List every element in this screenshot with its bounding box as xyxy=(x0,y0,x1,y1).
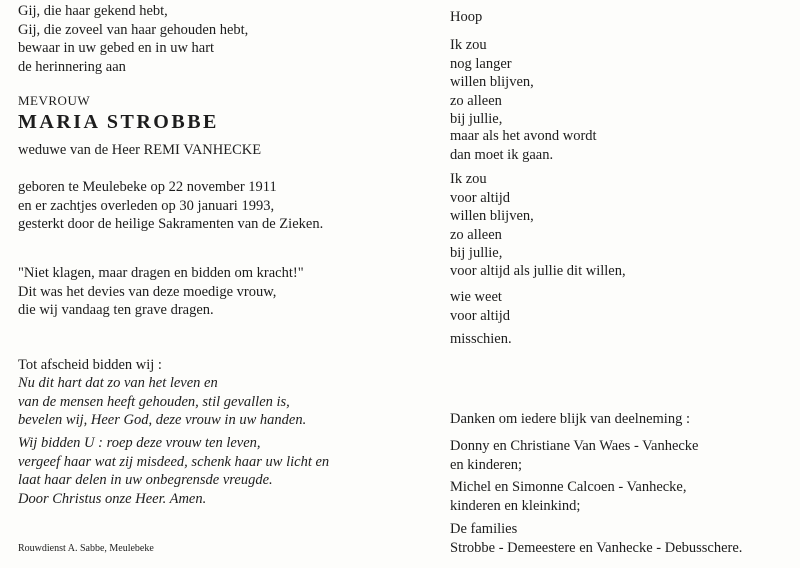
motto-line: die wij vandaag ten grave dragen. xyxy=(18,302,214,319)
thanks-heading: Danken om iedere blijk van deelneming : xyxy=(450,411,690,427)
poem-line: Ik zou xyxy=(450,37,487,53)
poem-stanza xyxy=(450,330,512,349)
family-line: Strobbe - Demeestere en Vanhecke - Debusschere. xyxy=(450,539,743,556)
poem-line: Ik zou xyxy=(450,171,487,187)
birth-death-text xyxy=(18,178,323,234)
birth-line: gesterkt door de heilige Sakramenten van de Zieken. xyxy=(18,216,324,233)
poem-line: bij jullie, xyxy=(450,111,503,128)
poem-line: willen blijven, xyxy=(450,74,534,91)
prayer-line: Nu dit hart dat zo van het leven en xyxy=(18,375,218,391)
family-entry xyxy=(450,437,699,474)
prayer-line: bevelen wij, Heer God, deze vrouw in uw handen. xyxy=(18,412,307,429)
family-entry xyxy=(450,520,742,557)
family-line: Michel en Simonne Calcoen - Vanhecke, xyxy=(450,479,687,495)
intro-line: Gij, die haar gekend hebt, xyxy=(18,3,168,19)
poem-line: dan moet ik gaan. xyxy=(450,146,554,163)
poem-stanza xyxy=(450,36,534,129)
prayer-line: Door Christus onze Heer. Amen. xyxy=(18,490,207,507)
poem-line: misschien. xyxy=(450,331,512,347)
birth-line: en er zachtjes overleden op 30 januari 1993, xyxy=(18,197,275,214)
title-mevrouw: MEVROUW xyxy=(18,93,91,108)
poem-stanza xyxy=(450,262,626,281)
prayer-stanza-2 xyxy=(18,434,329,508)
poem-line: voor altijd xyxy=(450,307,511,324)
widow-line: weduwe van de Heer REMI VANHECKE xyxy=(18,142,262,158)
family-entry xyxy=(450,478,687,515)
poem-line: voor altijd xyxy=(450,189,511,206)
intro-text xyxy=(18,2,248,76)
intro-line: Gij, die zoveel van haar gehouden hebt, xyxy=(18,21,249,38)
poem-title: Hoop xyxy=(450,9,483,25)
motto-text xyxy=(18,264,304,320)
poem-line: maar als het avond wordt xyxy=(450,128,597,144)
intro-line: bewaar in uw gebed en in uw hart xyxy=(18,40,215,57)
family-line: Donny en Christiane Van Waes - Vanhecke xyxy=(450,438,699,454)
motto-line: "Niet klagen, maar dragen en bidden om kracht!" xyxy=(18,265,304,281)
motto-line: Dit was het devies van deze moedige vrouw, xyxy=(18,283,277,300)
family-line: De families xyxy=(450,521,518,537)
prayer-line: van de mensen heeft gehouden, stil gevallen is, xyxy=(18,393,290,410)
family-line: en kinderen; xyxy=(450,456,523,473)
poem-line: voor altijd als jullie dit willen, xyxy=(450,263,626,279)
prayer-line: Wij bidden U : roep deze vrouw ten leven, xyxy=(18,435,261,451)
poem-line: nog langer xyxy=(450,55,512,72)
family-line: kinderen en kleinkind; xyxy=(450,497,581,514)
deceased-name: MARIA STROBBE xyxy=(18,111,219,133)
prayer-line: vergeef haar wat zij misdeed, schenk haar uw licht en xyxy=(18,453,330,470)
prayer-line: laat haar delen in uw onbegrensde vreugde. xyxy=(18,472,273,489)
poem-line: wie weet xyxy=(450,289,502,305)
poem-stanza xyxy=(450,288,510,325)
prayer-stanza-1 xyxy=(18,374,306,430)
poem-stanza xyxy=(450,170,534,263)
poem-line: bij jullie, xyxy=(450,245,503,262)
printer-credit: Rouwdienst A. Sabbe, Meulebeke xyxy=(18,543,154,554)
poem-line: willen blijven, xyxy=(450,208,534,225)
prayer-heading: Tot afscheid bidden wij : xyxy=(18,357,162,373)
intro-line: de herinnering aan xyxy=(18,58,126,75)
birth-line: geboren te Meulebeke op 22 november 1911 xyxy=(18,179,277,195)
poem-stanza xyxy=(450,127,597,164)
poem-line: zo alleen xyxy=(450,226,502,243)
poem-line: zo alleen xyxy=(450,92,502,109)
